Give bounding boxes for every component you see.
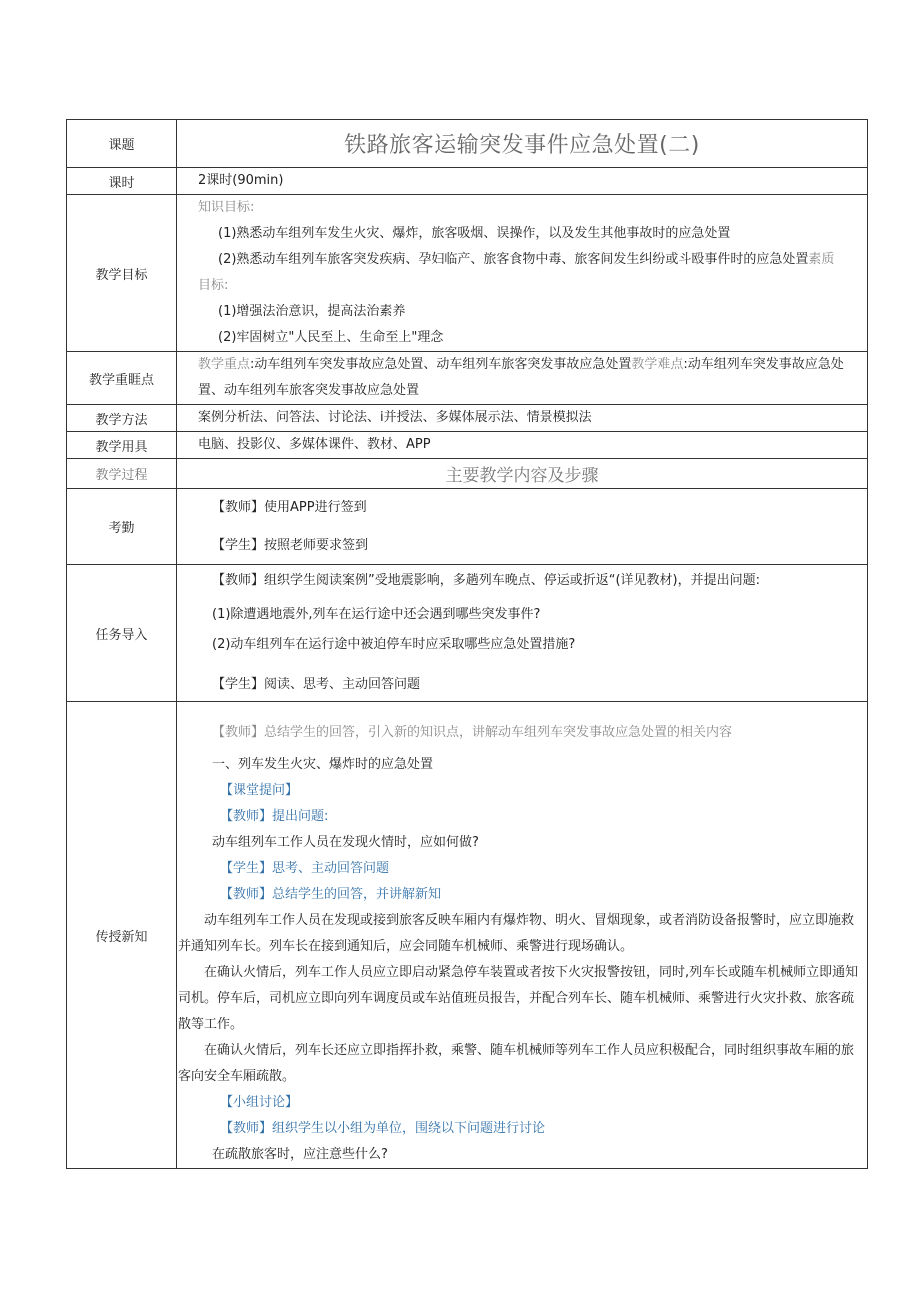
teach-section-title: 一、列车发生火灾、爆炸时的应急处置: [212, 757, 434, 772]
teach-student-answer: 【学生】思考、主动回答问题: [220, 861, 390, 876]
difficult-point-head: 教学难点: [631, 357, 684, 372]
header-main-content: 主要教学内容及步骤: [177, 459, 868, 489]
value-hours: 2课时(90min): [177, 168, 868, 195]
row-intro: [67, 565, 868, 702]
knowledge-goal-2: [198, 247, 865, 273]
attendance-student: 【学生】按照老师要求签到: [212, 537, 369, 553]
difficult-point-text: :动车组列车突发事故应急处置、动车组列车旅客突发事故应急处置: [198, 357, 844, 398]
intro-question-1: (1)除遭遇地震外,列车在运行途中还会遇到哪些突发事件?: [212, 607, 541, 622]
row-attendance: [67, 489, 868, 565]
label-intro: 任务导入: [67, 565, 177, 702]
quality-goal-1: (1)增强法治意识，提高法治素养: [218, 304, 406, 319]
teach-discussion-question: 在疏散旅客时，应注意些什么?: [212, 1147, 388, 1162]
intro-question-2: (2)动车组列车在运行途中被迫停车时应采取哪些应急处置措施?: [212, 637, 576, 652]
teach-group-discussion: 【小组讨论】: [220, 1095, 299, 1110]
attendance-teacher: 【教师】使用APP进行签到: [212, 499, 367, 515]
knowledge-goal-head: 知识目标:: [198, 200, 255, 215]
page-title: 铁路旅客运输突发事件应急处置(二): [177, 120, 868, 168]
label-topic: 课题: [67, 120, 177, 168]
knowledge-goal-2-text: (2)熟悉动车组列车旅客突发疾病、孕妇临产、旅客食物中毒、旅客间发生纠纷或斗殴事件时的应急处置: [218, 252, 809, 267]
value-tools: 电脑、投影仪、多媒体课件、教材、APP: [177, 432, 868, 459]
key-point-head: 教学重点: [198, 357, 251, 372]
teach-teacher-ask: 【教师】提出问题:: [220, 809, 329, 824]
intro-student: 【学生】阅读、思考、主动回答问题: [212, 677, 421, 692]
label-goals: 教学目标: [67, 195, 177, 352]
teach-line-1: 【教师】总结学生的回答，引入新的知识点，讲解动车组列车突发事故应急处置的相关内容: [212, 725, 733, 740]
quality-goal-head-b: 目标:: [198, 278, 229, 293]
value-attendance: [177, 489, 868, 565]
quality-goal-head-a: 素质: [808, 252, 835, 267]
intro-teacher: 【教师】组织学生阅读案例”受地震影响，多趟列车晚点、停运或折返“(详见教材)，并提出问题:: [212, 573, 760, 588]
quality-goal-2: (2)牢固树立"人民至上、生命至上"理念: [218, 330, 444, 345]
label-method: 教学方法: [67, 405, 177, 432]
row-goals: [67, 195, 868, 352]
lesson-plan-table: [66, 119, 868, 1169]
row-focus: [67, 352, 868, 405]
teach-paragraph-1: 动车组列车工作人员在发现或接到旅客反映车厢内有爆炸物、明火、冒烟现象，或者消防设备报警时，应立即施救并通知列车长。列车长在接到通知后，应会同随车机械师、乘警进行现场确认。: [178, 913, 855, 954]
row-topic: [67, 120, 868, 168]
value-goals: [177, 195, 868, 352]
row-tools: [67, 432, 868, 459]
row-hours: [67, 168, 868, 195]
teach-teacher-summary: 【教师】总结学生的回答，并讲解新知: [220, 887, 442, 902]
row-process-header: [67, 459, 868, 489]
knowledge-goal-1: (1)熟悉动车组列车发生火灾、爆炸，旅客吸烟、误操作，以及发生其他事故时的应急处置: [218, 226, 731, 241]
teach-teacher-organize: 【教师】组织学生以小组为单位，围绕以下问题进行讨论: [220, 1121, 546, 1136]
label-process: 教学过程: [67, 459, 177, 489]
value-focus: [177, 352, 868, 405]
label-tools: 教学用具: [67, 432, 177, 459]
teach-classroom-question: 【课堂提问】: [220, 783, 299, 798]
label-focus: 教学重睚点: [67, 352, 177, 405]
row-teach: [67, 702, 868, 1169]
teach-paragraph-2: 在确认火情后，列车工作人员应立即启动紧急停车装置或者按下火灾报警按钮，同时,列车长或随车机械师立即通知司机。停车后，司机应立即向列车调度员或车站值班员报告，并配合列车长、随车机械师、乘警进行火灾扑救、旅客疏散等工作。: [178, 965, 859, 1032]
teach-paragraph-3: 在确认火情后，列车长还应立即指挥扑救，乘警、随车机械师等列车工作人员应积极配合，同时组织事故车厢的旅客向安全车厢疏散。: [178, 1043, 855, 1084]
label-teach: 传授新知: [67, 702, 177, 1169]
value-intro: [177, 565, 868, 702]
teach-question: 动车组列车工作人员在发现火情时，应如何做?: [212, 835, 479, 850]
label-hours: 课时: [67, 168, 177, 195]
value-method: 案例分析法、问答法、讨论法、i并授法、多媒体展示法、情景模拟法: [177, 405, 868, 432]
row-method: [67, 405, 868, 432]
label-attendance: 考勤: [67, 489, 177, 565]
key-point-text: :动车组列车突发事故应急处置、动车组列车旅客突发事故应急处置: [250, 357, 632, 372]
value-teach: [177, 702, 868, 1169]
